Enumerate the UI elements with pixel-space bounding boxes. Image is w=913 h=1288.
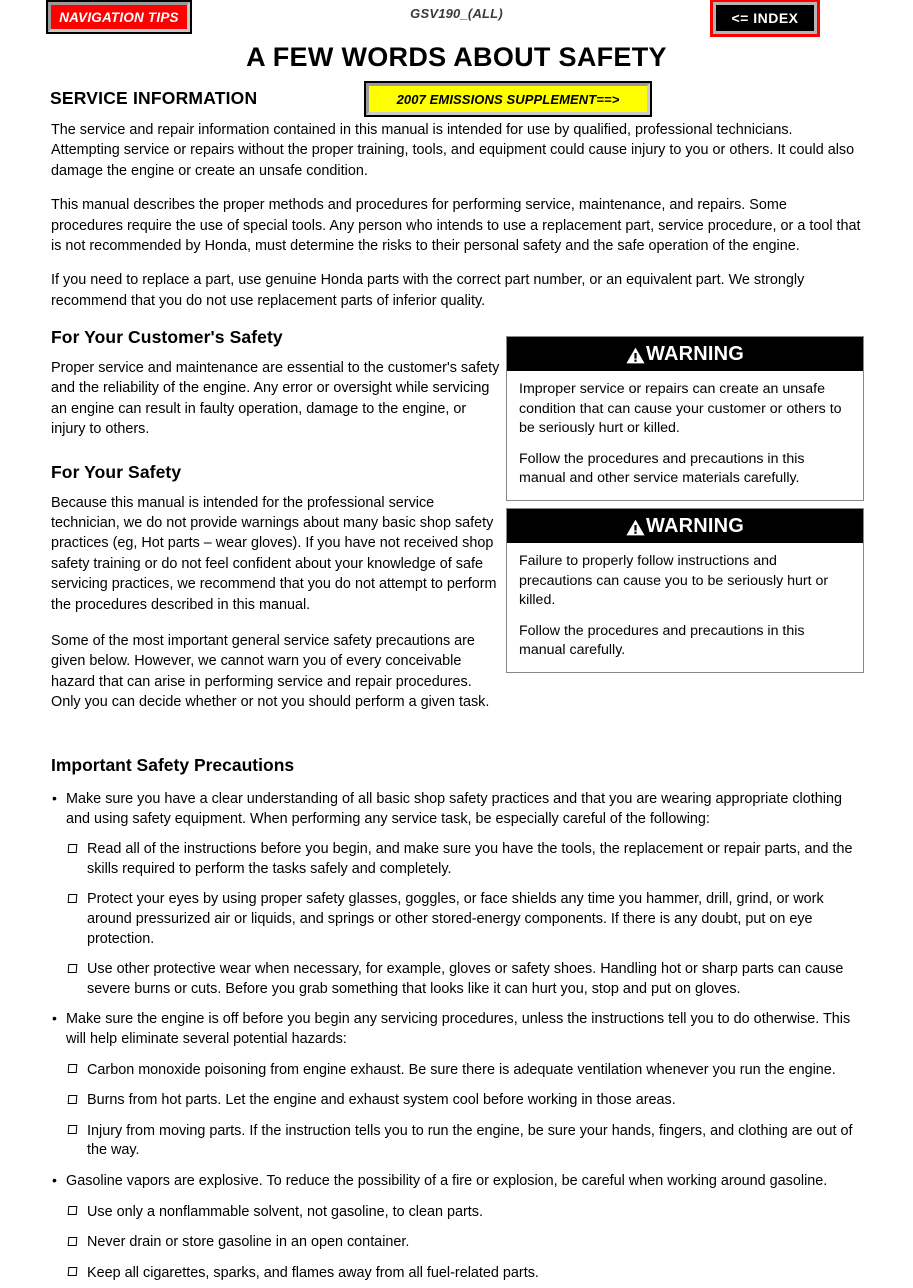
list-item [51,1091,863,1111]
list-item [51,890,863,949]
bullet-dot-icon: • [52,790,57,806]
list-item [51,1233,863,1253]
warning-triangle-icon [626,347,645,364]
warning-paragraph: Follow the procedures and precautions in this manual carefully. [519,622,805,658]
list-item [51,1264,863,1284]
list-item [51,1122,863,1161]
list-item [51,1172,863,1192]
list-item-text: Injury from moving parts. If the instruction tells you to run the engine, be sure your hands, fingers, and clothing are out of the way. [87,1122,853,1159]
warning-box [506,508,864,673]
list-item-text: Gasoline vapors are explosive. To reduce the possibility of a fire or explosion, be careful when working around gasoline. [66,1172,828,1189]
list-item [51,1010,863,1049]
introduction-text-block [51,120,861,325]
warning-title: WARNING [645,515,745,537]
square-outline-icon [68,844,78,853]
list-item-text: Use other protective wear when necessary, for example, gloves or safety shoes. Handling hot or sharp parts can cause severe burns or cuts. Before you grab something that looks like it can hurt you, stop and put on gloves. [87,961,844,997]
warning-paragraph: Follow the procedures and precautions in this manual and other service materials carefully. [519,450,805,486]
bullet-dot-icon: • [52,1010,57,1027]
warning-paragraph: Failure to properly follow instructions and precautions can cause you to be seriously hurt or killed. [519,553,829,608]
top-navigation-bar [0,0,913,40]
important-safety-precautions-section [51,755,863,1288]
emissions-supplement-label: 2007 EMISSIONS SUPPLEMENT==> [396,91,620,107]
list-item-text: Never drain or store gasoline in an open container. [87,1234,410,1251]
list-item [51,790,863,829]
bullet-dot-icon: • [52,1171,57,1188]
square-outline-icon [68,894,78,903]
warning-triangle-icon [626,519,645,536]
list-item-text: Burns from hot parts. Let the engine and exhaust system cool before working in those areas. [87,1092,676,1109]
list-item-text: Keep all cigarettes, sparks, and flames away from all fuel-related parts. [87,1264,539,1281]
index-button[interactable] [713,2,817,34]
square-outline-icon [68,1125,78,1134]
index-label: <= INDEX [731,10,799,26]
intro-paragraph: This manual describes the proper methods and procedures for performing service, maintenance, and repairs. Some procedures require the use of special tools. Any person who intends to use a replacement part, service procedure, or a tool that is not recommended by Honda, must determine the risks to their personal safety and the safe operation of the engine. [51,197,861,255]
square-outline-icon [68,964,78,973]
square-outline-icon [68,1237,78,1246]
document-code-label: GSV190_(ALL) [410,6,503,21]
warning-title: WARNING [645,343,745,365]
your-safety-heading: For Your Safety [51,461,182,482]
list-item-text: Make sure the engine is off before you begin any servicing procedures, unless the instructions tell you to do otherwise. This will help eliminate several potential hazards: [66,1011,851,1047]
square-outline-icon [68,1206,78,1215]
your-safety-paragraph: Some of the most important general service safety precautions are given below. However, we cannot warn you of every conceivable hazard that can arise in performing service and repair procedures. Only you can decide whether or not you should perform a given task. [51,633,490,711]
list-item-text: Protect your eyes by using proper safety glasses, goggles, or face shields any time you hammer, drill, grind, or work around pressurized air or liquids, and springs or other stored-energy components. If there is any doubt, put on eye protection. [87,891,824,947]
list-item [51,960,863,999]
warning-body [507,371,863,500]
list-item-text: Make sure you have a clear understanding of all basic shop safety practices and that you are wearing appropriate clothing and using safety equipment. When performing any service task, be especially careful of the following: [66,791,842,827]
warning-body [507,543,863,672]
left-column [51,327,503,729]
square-outline-icon [68,1267,78,1276]
list-item [51,1203,863,1223]
precautions-heading: Important Safety Precautions [51,755,295,775]
warning-paragraph: Improper service or repairs can create an unsafe condition that can cause your customer or others to be seriously hurt or killed. [519,381,842,436]
warning-header [507,509,863,543]
square-outline-icon [68,1095,78,1104]
your-safety-paragraph: Because this manual is intended for the professional service technician, we do not provide warnings about many basic shop safety practices (eg, Hot parts – wear gloves). If you have not received shop safety training or do not feel confident about your knowledge of safe servicing practices, we recommend that you do not attempt to perform the procedures described in this manual. [51,494,497,613]
service-information-heading: SERVICE INFORMATION [50,88,258,108]
list-item [51,840,863,879]
square-outline-icon [68,1064,78,1073]
customer-safety-body: Proper service and maintenance are essential to the customer's safety and the reliability of the engine. Any error or oversight while servicing an engine can result in faulty operation, damage to the engine, or injury to others. [51,360,500,438]
navigation-tips-label: NAVIGATION TIPS [59,9,179,25]
warning-box [506,336,864,501]
page-title: A FEW WORDS ABOUT SAFETY [246,42,667,72]
intro-paragraph: If you need to replace a part, use genuine Honda parts with the correct part number, or an equivalent part. We strongly recommend that you do not use replacement parts of inferior quality. [51,272,805,309]
list-item-text: Carbon monoxide poisoning from engine exhaust. Be sure there is adequate ventilation whenever you run the engine. [87,1061,836,1078]
emissions-supplement-button[interactable] [366,83,650,115]
customer-safety-heading: For Your Customer's Safety [51,327,283,347]
list-item-text: Use only a nonflammable solvent, not gasoline, to clean parts. [87,1203,483,1220]
intro-paragraph: The service and repair information contained in this manual is intended for use by qualified, professional technicians. Attempting service or repairs without the proper training, tools, and equipment could cause injury to you or others. It could also damage the engine or create an unsafe condition. [51,122,855,179]
list-item [51,1061,863,1081]
list-item-text: Read all of the instructions before you begin, and make sure you have the tools, the replacement or repair parts, and the skills required to perform the tasks safely and completely. [87,841,853,877]
warning-header [507,337,863,371]
